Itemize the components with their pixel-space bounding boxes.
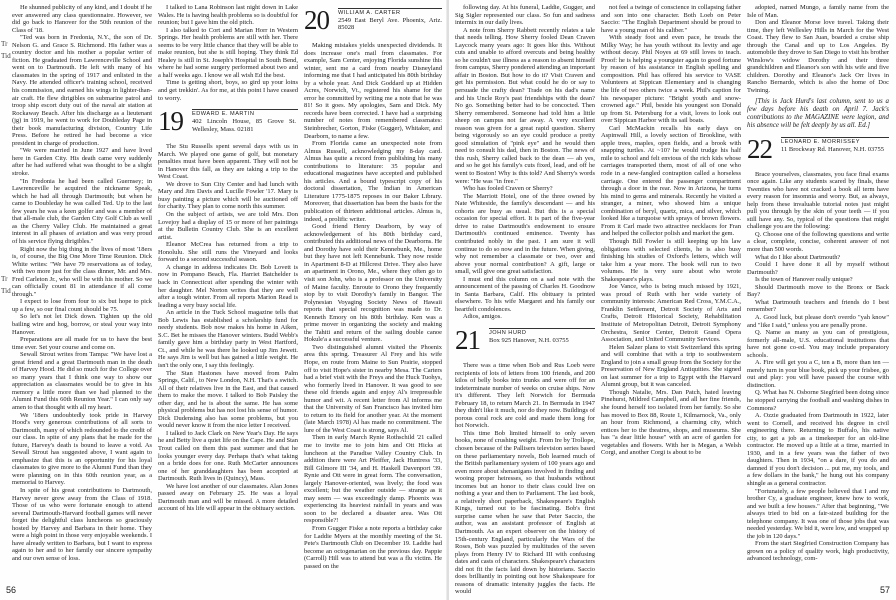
margin-note: Tid bbox=[1, 287, 11, 295]
paragraph: Carl McMackin recalls his early days on Aspinwall Hill, a lovely section of Brookline, with apple trees, maples, open fields, and a brook with snapping turtles. At ~10? he would trudge his half mile to school and felt envious of the rich kids whose carriages transported them, most of all of one who rode in a new-fangled contraption called a horseless carriage. One entered the passenger compartment through a door in the rear. Now in Arizona, he turns his mind to gems and minerals. Recently he visited a stranger, a miner, who showed him a unique combination of beryl, quartz, mica, and silver, which looked like a turquoise with sprays of brown flowers. From it Carl made two attractive necklaces for Fran and helped the collector polish and market the gem. bbox=[601, 124, 741, 238]
class-secretary-name: LEONARD E. MORRISSEY bbox=[781, 138, 861, 145]
class-secretary-name: JOHN HURD bbox=[489, 329, 527, 336]
column-4 bbox=[455, 4, 595, 596]
paragraph: On the subject of artists, we are told Mrs. Don Lovejoy had a display of 15 or more of her paintings at the Bulletin Country Club. She is an excellent artist. bbox=[158, 211, 298, 241]
paragraph: The Stan Hastones have moved from Palm Springs, Calif., to New London, N.H. That's a switch. All of their relatives live in the East, and that caused them to make the move. I talked to Bob Paisley the other day, and he is about the same. He has some physical problems but has not lost his sense of humor. Dick Dudensing also has some problems, but you would never know it from the nice letter I received. bbox=[158, 369, 298, 430]
paragraph: A. Fire will get you a C, ten a B, more than ten — merely turn in your blue book, pick up your frisbee, go out and play: you will have passed the course with distinction. bbox=[747, 359, 889, 389]
paragraph: From Florida came an unexpected note from Almus Russell, acknowledging my 8-day card. Almus has quite a record from publishing his many contributions to literature: 35 popular and educational magazines have accepted and published his articles. And a bound typescript copy of his doctoral dissertation, The Indian in American Literature 1775-1875 reposes in our Baker Library. Moreover, that dissertation has been the basis for the publication of thirteen additional articles. Almus is, indeed, a prolific writer. bbox=[304, 140, 442, 223]
class-year-number: 22 bbox=[747, 133, 772, 164]
class-entry-header bbox=[304, 4, 442, 40]
paragraph: Brace yourselves, classmates, you face final exams once again. Like any students scared by finals, these Twenties who have not cracked a book all term have every reason for insomnia and worry. But, as always, help from these invaluable tutorial notes just might pull you through by the skin of your teeth — if you still have any. So, typical of the questions that might challenge you are the following: bbox=[747, 170, 889, 231]
paragraph: Making mistakes yields unexpected dividends. It does increase one's mail from classmates. For example, Sam Center, enjoying Florida sunshine this winter, sent me a card from nearby Disneyland informing me that I had anticipated his 80th birthday by a whole year. And Dick Goddard up at Hidden Acres, Norwich, Vt., registered his shame for the error he committed by writing me a note that he was 81! So it goes. My apologies, Sam and Dick. My records have been corrected. I have had a surprising number of notes from remembered classmates: Steinbrecher, Gorton, Fiske (Gugger), Whitaker, and Dearborn, to name a few. bbox=[304, 42, 442, 140]
paragraph: Helen Salzer plans to visit Switzerland this spring and will combine that with a trip to southwestern England to join a small group from the Society for the Preservation of New England Antiquities. She signed on last summer for a trip to Egypt with the Harvard Alumni group, but it was canceled. bbox=[601, 343, 741, 389]
col1-body bbox=[12, 4, 152, 562]
column-5 bbox=[601, 4, 741, 457]
paragraph: Two distinguished alumni visited the Phoenix area this spring. Treasurer Al Frey and his wife Hope, en route from Maine to Sun Prairie, stopped off to visit Hope's sister in nearby Mesa. The Carters had a brief visit with the Freys and the Huck Tuohys, who formerly lived in Hanover. It was good to see these old friends again and enjoy Al's irrepressible humor and wit. A recent letter from Al informs me that the University of San Francisco has invited him to return to its field for another year. At the moment (late March 1978) Al has made no commitment. The lure of the West Coast is strong, says Al. bbox=[304, 343, 442, 434]
paragraph: Q. Name as many as you can of prestigious, formerly all-male, U.S. educational institutions that have not gone co-ed. You may include preparatory schools. bbox=[747, 329, 889, 359]
paragraph: Who has fooled Craven or Sherry? bbox=[463, 185, 553, 193]
col2-body-top bbox=[158, 4, 298, 102]
col4-body-top bbox=[455, 4, 595, 321]
class-secretary-address: 11 Brockway Rd. Hanover, N.H. 03755 bbox=[781, 145, 884, 153]
paragraph: Though Bill Fowler is still keeping up his law obligations with selected clients, he is also busy finishing his studies of Oxford's letters, which will take him a year more. The book will run to two volumes. He is very sure about who wrote Shakespeare's plays. bbox=[601, 237, 741, 283]
col6-body-top bbox=[747, 4, 889, 95]
class-secretary-address: 402 Lincoln House, 85 Grove St. Wellesley, Mass. 02181 bbox=[192, 118, 296, 133]
col3-body bbox=[304, 42, 442, 570]
margin-note: Tr bbox=[1, 275, 8, 283]
class-year-number: 21 bbox=[455, 324, 480, 355]
page-number: 57 bbox=[879, 585, 890, 595]
paragraph: An article in the Tuck School magazine tells that Bob Lewis has established a scholarship fund for needy students. Bob now makes his home in Aiken, S.C. Bet he misses the Hanover winters. Budd Webb's family gave him a birthday party in West Hartford, Ct., and while he was there he looked up Jim Jewett. He says Jim is well but has gained a little weight. He isn't the only one, I say this feelingly. bbox=[158, 309, 298, 369]
class-entry-header bbox=[455, 324, 595, 360]
paragraph: A. Good luck, but please don't overdo "yah know" and "like I said," unless you are penally prone. bbox=[747, 313, 889, 329]
paragraph: I expect to lose from four to six but hope to pick up a few, so our final count should be 75. bbox=[12, 298, 152, 313]
left-page bbox=[0, 0, 447, 600]
paragraph: "Ted was born in Fredonia, N.Y., the son of Dr. Nelson G. and Grace S. Richmond. His father was a country doctor and his mother a popular writer of fiction. He graduated from Lawrenceville School and went on to Dartmouth. He left with many of his classmates in the spring of 1917 and enlisted in the Navy. He attended officer's training school, received his commission, and earned his wings in lighter-than-air craft. He flew dirigibles on submarine patrol and troop ship escort duty out of the naval air station at Rockaway Beach. After his discharge as a lieutenant (jg) in 1919, he went to work for Doubleday Page in their book manufacturing division, Country Life Press. Before he retired he had become a vice president in charge of production. bbox=[12, 34, 152, 147]
paragraph: Preparations are all made for us to have the best time ever. Set your course and come on. bbox=[12, 336, 152, 351]
paragraph: Joe Vance, who is being much missed by 1921, was proud of Ruth with her wide variety of community interests: American Red Cross, Y.M.C.A., Franklin Settlement, Detroit Society of Arts and Crafts, Detroit Historical Society, Rehabilitation Institute of Metropolitan Detroit, Detroit Symphony Orchestra, Senior Center, Detroit Grand Opera Association, and United Community Services. bbox=[601, 283, 741, 344]
paragraph: From the start Siegfried Construction Company has grown on a policy of quality work, high productivity, advanced technology, com- bbox=[747, 540, 889, 563]
paragraph: I must end this column on a sad note with the announcement of the passing of Charles H. Goodnow in Santa Barbara, Calif. His obituary is printed elsewhere. To his wife Margaret and his family our heartfelt condolences. bbox=[455, 275, 595, 313]
paragraph: With steady foot and even pace, he treads the Milky Way; he has youth without its levity and age without decay. Phil Noyes at 69 still loves to teach. Proof: he is helping a youngster again to good fortune by reason of his assistance in English spelling and composition. Phil has offered his service to VASE Volunteers at Sippican Elementary and is changing the life of two others twice a week. Phil's caption for his newspaper picture: "Bright youth and snow-crowned age." Phil, beside his youngest son Donald up from St. Petersburg for a visit, loves to look out over Sippican Harbor with its sail boats. bbox=[601, 34, 741, 125]
paragraph: He shunned publicity of any kind, and I doubt if he ever answered any class questionnaire. However, we did go back to Hanover for the 50th reunion of the Class of '18. bbox=[12, 4, 152, 34]
paragraph: We drove to Sun City Center and had lunch with Mary and Jim Davis and Lucille Fowler '17. Mary is busy painting a picture which will be auctioned off for charity. They plan to come north this summer. bbox=[158, 180, 298, 211]
column-6 bbox=[747, 4, 889, 563]
paragraph: Is the town of Hanover really unique? bbox=[755, 276, 853, 284]
paragraph: "In Fredonia he had been called Guernsey; in Lawrenceville he acquired the nickname Speak, which he had all through Dartmouth; but when he came to Doubleday he was called Ted. Up to the last few years he was a keen golfer and was a member of that all-male club, the Garden City Golf Club as well as the Cherry Valley Club. He maintained a great interest in all phases of aviation and was very proud of his service flying dirigibles." bbox=[12, 177, 152, 245]
margin-note: Tr bbox=[1, 40, 8, 48]
paragraph: A change in address indicates Dr. Bob Lovett is now in Pompano Beach, Fla. Harriet Batchelder is back in Connecticut after spending the winter with her daughter. Mel Norton writes that they are well after a tough winter. From all reports Marion Read is leading a very busy social life. bbox=[158, 263, 298, 309]
paragraph: Should Dartmouth move to the Bronx or Back Bay? bbox=[747, 283, 889, 299]
class-secretary-address: Box 925 Hanover, N.H. 03755 bbox=[489, 336, 569, 344]
paragraph: Don and Eleanor Morse love travel. Taking their time, they left Wellesley Hills in March for the West Coast. They flew to San Juan, boarded a cruise ship through the Canal and up to Los Angeles. By automobile they drove to San Diego to visit his brother Winslow's widow Dorothy and their three grandchildren and Eleanor's son with his wife and five children. Dorothy and Eleanor's Jack Orr lives in Rancho Bernardo, which is also the home of Doc Twining. bbox=[747, 19, 889, 95]
paragraph: There was a time when Bob and Rus Loeb were recipients of lots of letters from 100 friends, and 200 kilos of belly books into trunks and were off for an indeterminate number of weeks on cruise ships. Now it's different. They left Norwich for Bermuda February 18, to return March 21. In Bermuda in 1947 they didn't like it much, nor do they now. Buildings of porous coral rock are cold and made them long for hot Norwich. bbox=[455, 361, 595, 430]
paragraph: Could I have done it all by myself without Dartmouth? bbox=[747, 261, 889, 276]
paragraph: Adios, amigos. bbox=[463, 313, 502, 321]
paragraph: In spite of his great contributions to Dartmouth, Harvey never grew away from the Class of 1918. Those of us who were fortunate enough to attend several Dartmouth-Harvard football games will never forget the delightful class luncheons so graciously hosted by Harvey and Barbara in their home. They were a high point in those very enjoyable weekends. I have already written to Barbara, but I want to express again to her and to her family our sincere sympathy and our own sense of loss. bbox=[12, 487, 152, 562]
paragraph: The Marriott Hotel, one of the three owned by Nate Whiteside, the family's descendant — and his cohorts are busy as usual. But this is a special occasion for special effort. It is part of the five-year drive to raise Dartmouth's endowment to ensure Dartmouth's continued eminence. Twenty has contributed nobly in the past. I am sure it will continue to do so now and in the future. When giving, why not remember a classmate or two, over and above your normal contribution? A gift, large or small, will give one great satisfaction. bbox=[455, 192, 595, 276]
column-2 bbox=[158, 4, 298, 513]
class-secretary-address: 2549 East Beryl Ave. Phoenix, Ariz. 85028 bbox=[338, 17, 442, 32]
paragraph: I also talked to Cort and Marian Horr in Western Springs. Her health problems are still with her. There seems to be very little chance that they will be able to make reunion, but she is still hoping. They think Ed Healey is still in St. Joseph's Hospital in South Bend, where he had some surgery performed about two and a half weeks ago. I know we all wish Ed the best. bbox=[158, 26, 298, 79]
entry-rule bbox=[338, 8, 442, 9]
paragraph: Though Natalie, Mrs. Dan Patch, hated leaving Pinehurst, Mildred Campbell, and all her fine friends, she found herself too isolated from her family. So she has moved to Box 88, Route 1, Kilmarnock, Va., only an hour from Richmond, a charming city, which entices her to the theatres, shops, and museums. She has "a dear little house" with an acre of garden for vegetables and flowers. With her is Megan, a Welsh Corgi, and another Corgi is about to be bbox=[601, 388, 741, 457]
col2-body-bottom bbox=[158, 143, 298, 513]
paragraph: So let's not let Dick down. Tighten up the old bailing wire and hog, borrow, or steal your way into Hanover. bbox=[12, 313, 152, 336]
editor-note: [This is Jack Hurd's last column, sent to us a few days before his death on April 7. Jack's contributions to the MAGAZINE were legion, and his absence will be felt deeply by us all. Ed.] bbox=[747, 97, 889, 129]
column-3 bbox=[304, 4, 442, 570]
col6-body-bottom bbox=[747, 171, 889, 563]
paragraph: What do I like about Dartmouth? bbox=[755, 253, 841, 261]
class-secretary-name: EDWARD E. MARTIN bbox=[192, 111, 255, 118]
paragraph: "Fortunately, a few people believed that I and my brother Cy, a graduate engineer, knew how to work, and we built a few houses." After that beginning, "We always tried to bid on a fair-sized building for the telephone company. It was one of those jobs that was needed yesterday. We bid it, were low, and wrapped up the job in 120 days." bbox=[747, 487, 889, 540]
paragraph: not feel a twinge of conscience in collapsing father and son into one character. Both Loeb on Peter Saccio: "The English Department should be proud to have a young man of his caliber." bbox=[601, 4, 741, 34]
entry-rule bbox=[489, 328, 595, 329]
class-year-number: 20 bbox=[304, 5, 329, 35]
margin-note: Tid bbox=[1, 52, 11, 60]
paragraph: From Gugger Fiske a note reports a birthday cake for Laddie Myers at the monthly meeting of the St. Pete's Dartmouth Club on December 19. Laddie had become an octogenarian on the previous day. Pappie (Carroll) Hill was to attend but was a flu victim. He passed on the bbox=[304, 525, 442, 570]
paragraph: I talked to Jack Clark on New Year's Day. He says he and Betty live a quiet life on the Cape. He and Stan Trout called on them this past summer and that he looks younger every day. Perhaps that's what taking on a bride does for one. Ruth McCarter announces one of her granddaughters has been accepted at Dartmouth. Ruth lives in (Quincy), Mass. bbox=[158, 429, 298, 483]
class-year-number: 19 bbox=[158, 106, 183, 137]
paragraph: following day. At his funeral, Laddie, Gugger, and Sig Sigler represented our class. So fun and sadness intermix in our daily lives. bbox=[455, 4, 595, 27]
paragraph: I talked to Lana Robinson last night down in Lake Wales. He is having health problems so is doubtful for reunion; but I gave him the old pitch. bbox=[158, 4, 298, 27]
paragraph: Q. Choose one of the following questions and write a clear, complete, concise, coherent answer of not more than 500 words. bbox=[747, 230, 889, 254]
paragraph: Good friend Henry Dearborn, by way of acknowledgement of his 80th birthday card, contributed this additional news of the Dearborns. He and Dorothy have sold their Kennebunk, Me., home but they have not left Kennebunk. They now reside in Apartment 8-D at Hillcrest Drive. They also have an apartment in Orono, Me., where they often go to visit son John, who is a professor on the University of Maine faculty. Enroute to Orono they frequently stop by to visit Dorothy's family in Bangor. The Polynesian Voyaging Society News of Hawaii reports that special recognition was made to Dr. Kenneth Emory on his 80th birthday. Ken was a prime mover in organizing the society and making the Tahiti and return of the sailing double canoe Hokule'a a successful venture. bbox=[304, 223, 442, 344]
paragraph: Eleanor McCrea has returned from a trip to Honolulu. She still runs the Vineyard and looks forward to a second successful season. bbox=[158, 241, 298, 264]
right-page bbox=[449, 0, 896, 600]
paragraph: "We were married in June 1927 and have lived here in Garden City. His death came very suddenly after he had suffered what was thought to be a slight stroke. bbox=[12, 147, 152, 178]
entry-rule bbox=[781, 137, 889, 138]
paragraph: adopted, named Mungo, a family name from the Isle of Man. bbox=[747, 4, 889, 19]
page-number: 56 bbox=[6, 585, 17, 595]
paragraph: A note from Sherry Rabbett recently relates a tale that needs telling. How Sherry fooled Dean Craven Laycock many years ago: It goes like this. Without cuts and unable to afford overcuts and being healthy so he couldn't use illness as a reason to absent himself from campus, Sherry pondered attending an important affair in Boston. But how to do it? Visit Craven and get his permission. But what could he do or say to persuade the crafty dean? Trade on his dad's name and his Uncle Roy's past friendships with the dean? No go. Something better had to be concocted. Then Sherry remembered. Someone had told him a little sheep on campus not far away. A very excellent reason was given for a great rapid question. Sherry being vigorously so an eye could produce a pretty good simulation of "pink eye" and he would then need to consult his dad, then in Boston. The news of this rush, Sherry called back to the dean — ah yes, and so he got his family's cuts fixed, lead, and off he went to Boston! Why is this told? And Sherry's words were: "He was "in free." bbox=[455, 26, 595, 185]
paragraph: Sewall Strout writes from Tampa: "We have lost a great friend and a great Dartmouth man in the death of Harvey Hood. He did so much for the College over so many years that I think one way to show our appreciation as classmates would be to give in his memory a little more than we had planned to the Alumni Fund this 60th Reunion Year." I can only say amen to that thought with all my heart. bbox=[12, 351, 152, 411]
paragraph: We '18ers undoubtedly took pride in Harvey Hood's very generous contributions of all sorts to Dartmouth, many of which redounded to the credit of our class. In spite of any plans that he made for the future, Harvey's death is bound to leave a void. As Sewall Strout has suggested above, I want again to emphasize that this is an opportunity for his loyal classmates to give more to the Alumni Fund than they were planning on in this 60th reunion year, as a memorial to Harvey. bbox=[12, 411, 152, 487]
class-secretary-name: WILLIAM A. CARTER bbox=[338, 10, 401, 16]
paragraph: A. Ozzie graduated from Dartmouth in 1922, later went to Cornell, and received his degree in civil engineering there. Returning to Buffalo, his native city, to get a job as a timekeeper for an old-line contractor. He moved up a little at a time, married in 1930, and in a few years was the father of two daughters. Then in 1934, "on a dare, if you do and damned if you don't decision ... put me, my tools, and a few dollars in the bank," he hung out his company shingle as a general contractor. bbox=[747, 412, 889, 487]
paragraph: What Dartmouth teachers and friends do I best remember? bbox=[747, 298, 889, 314]
column-1 bbox=[12, 4, 152, 562]
paragraph: Time is getting short, boys, so gird up your loins and get trekkin'. As for me, at this point I have ceased to worry. bbox=[158, 79, 298, 102]
entry-rule bbox=[192, 109, 298, 110]
paragraph: Q. What has N. Osborne Siegfried been doing since he stopped carrying the football and washing dishes in Commons? bbox=[747, 389, 889, 412]
paragraph: We have lost another of our classmates. Alan Jones passed away on February 25. He was a loyal Dartmouth man and will be missed. A more detailed account of his life will appear in the obituary section. bbox=[158, 482, 298, 513]
col5-body bbox=[601, 4, 741, 457]
class-entry-header bbox=[747, 133, 889, 169]
paragraph: The Stu Russells spent several days with us in March. We played one game of golf, but monetary penalties must have been apparent. They will not be in Hanover this fall, as they are taking a trip to the West Coast. bbox=[158, 143, 298, 181]
paragraph: This time Bob limited himself to only seven books, none of crushing weight. From Ire by Trollope, chosen because of the Pallisers television series based on these parliamentary novels, Bob learned much of the British parliamentary system of 100 years ago and even more about shenanigans involved in finding and wooing proper heiresses, so that husbands without incomes but an honor to their class could live on nothing a year and then to Parliament. The last book, a relatively short paperback, Shakespeare's English Kings, turned out to be fascinating. Bob's first surprise came when he saw that Peter Saccio, the author, was an assistant professor of English at Dartmouth. As an expert observer on the history of 15th-century England, particularly the Wars of the Roses, Bob was puzzled by multitudes of the seven plays from Henry IV to Richard III with confusing dates and casts of characters. Shakespeare's characters did not fit the facts laid down by historians. Saccio does brilliantly in pointing out how Shakespeare for reasons of dramatic intensity juggles the facts. He would bbox=[455, 429, 595, 596]
col4-body-bottom bbox=[455, 362, 595, 596]
paragraph: Then in early March Rynie Rothschild '21 called me to invite me to join him and Ott Hicks at luncheon at the Paradise Valley Country Club. In addition there were Art Pfeiffer, Jack Huntress '33, Bill Gilmore III '34, and H. Haskell Davenport '39. Rynie and Ott were in great form. The conversation, largely Hanover-oriented, was lively; the food was excellent; but the weather outside — strange as it may seem — was exceedingly damp. Phoenix was experiencing its heaviest rainfall in years and was soon to be declared a disaster area. Was Ott responsible?! bbox=[304, 434, 442, 525]
class-entry-header bbox=[158, 105, 298, 141]
paragraph: Right now the big thing in the lives of most '18ers is, of course, the Big One More Time Reunion. Dick White writes: "We have 79 reservations as of today, with two more just for the class dinner, Mr. and Mrs. Fred Carleton Jr., who will be with his mother. So we can officially count 81 in attendance if all come through." bbox=[12, 245, 152, 298]
